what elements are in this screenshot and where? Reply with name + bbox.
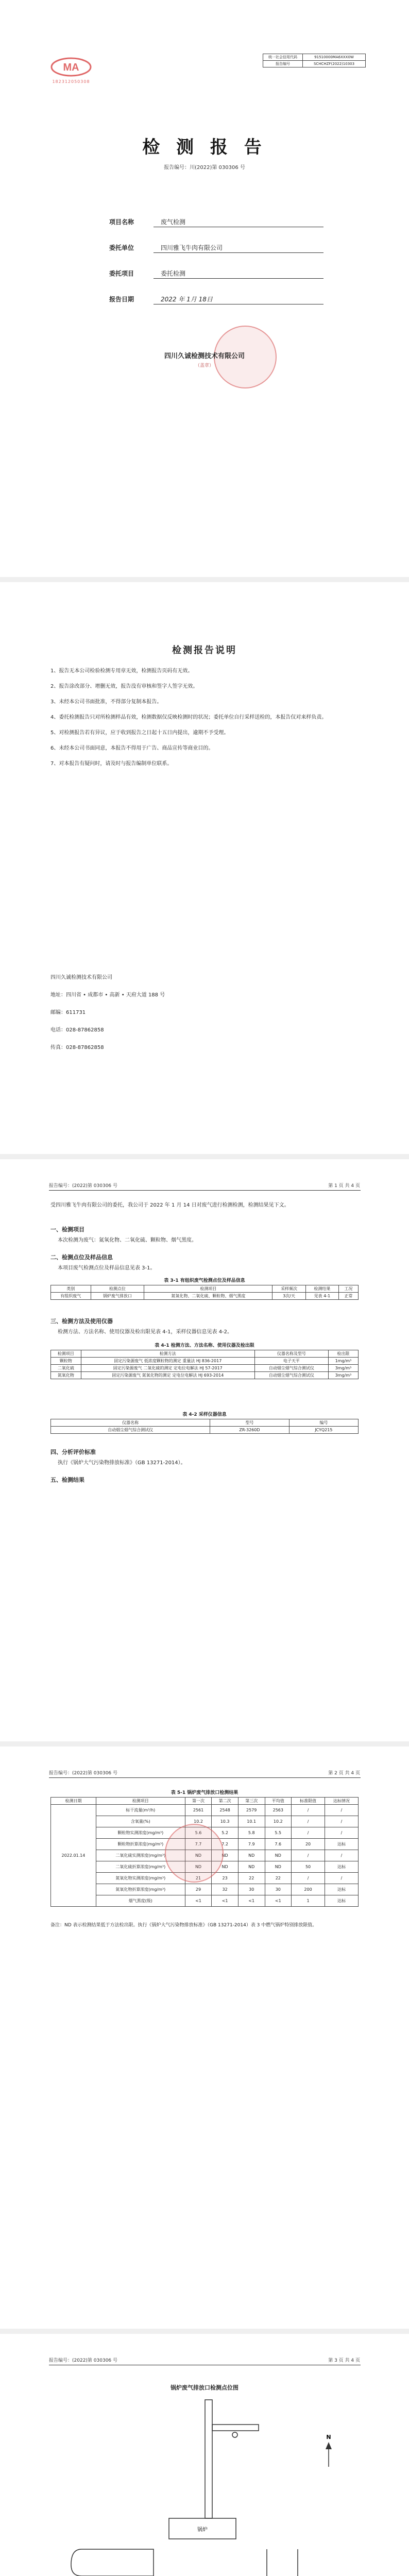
inspection-stamp bbox=[165, 1824, 224, 1883]
table-4-2-caption: 表 4-2 采样仪器信息 bbox=[182, 1412, 227, 1417]
cover-field-project: 项目名称 废气检测 bbox=[109, 216, 331, 228]
note-item: 6、未经本公司书面同意，本报告不得用于广告、商品宣传等商业目的。 bbox=[50, 745, 214, 751]
sitemap-page bbox=[0, 2334, 409, 2576]
table-row: 氮氧化物实测浓度(mg/m³) 21 23 22 22 / / bbox=[51, 1873, 359, 1884]
results-note: 备注：ND 表示检测结果低于方法检出限。执行《锅炉大气污染物排放标准》（GB 13271-2014）表 3 中燃气锅炉特别排放限值。 bbox=[50, 1923, 317, 1928]
sample-date: 2022.01.14 bbox=[51, 1805, 96, 1907]
table-row: 颗粒物折算浓度(mg/m³) 7.7 7.2 7.9 7.6 20 达标 bbox=[51, 1839, 359, 1850]
report-title: 检 测 报 告 bbox=[142, 137, 267, 158]
exhaust-stack bbox=[205, 2400, 212, 2518]
exhaust-duct bbox=[212, 2425, 259, 2431]
note-item: 4、委托检测报告只对所检测样品有效，检测数据仅反映检测时的状况；委托单位自行采样送检的，本报告仅对来样负责。 bbox=[50, 715, 327, 720]
table-row: 颗粒物实测浓度(mg/m³) 5.6 5.2 5.8 5.5 / / bbox=[51, 1827, 359, 1839]
section-1-title: 一、检测项目 bbox=[50, 1226, 84, 1233]
section-1-text: 本次检测为废气：氮氧化物、二氧化硫、颗粒物、烟气黑度。 bbox=[58, 1238, 197, 1243]
note-item: 5、对检测报告若有异议，应于收到报告之日起十五日内提出，逾期不予受理。 bbox=[50, 730, 229, 736]
table-row: 二氧化硫实测浓度(mg/m³) ND ND ND ND / / bbox=[51, 1850, 359, 1861]
section-5-title: 五、检测结果 bbox=[50, 1477, 84, 1483]
cover-field-date: 报告日期 2022 年 1月 18日 bbox=[109, 294, 331, 305]
table-row: 氮氧化物折算浓度(mg/m³) 29 32 30 30 200 达标 bbox=[51, 1884, 359, 1895]
contact-phone: 电话：028-87862858 bbox=[50, 1027, 104, 1033]
intro-text: 受四川雅飞牛肉有限公司的委托，我公司于 2022 年 1 月 14 日对废气进行检测检测，检测结果见下文。 bbox=[50, 1202, 289, 1208]
table-row: 自动烟尘烟气综合测试仪 ZR-3260D JCYQ215 bbox=[51, 1427, 359, 1434]
site-map bbox=[50, 2395, 360, 2576]
sitemap-title: 锅炉废气排放口检测点位图 bbox=[171, 2384, 238, 2391]
section-4-text: 执行《锅炉大气污染物排放标准》（GB 13271-2014）。 bbox=[58, 1460, 186, 1466]
company-seal-label: （盖章） bbox=[195, 363, 214, 368]
contact-fax: 传真：028-87862858 bbox=[50, 1045, 104, 1050]
table-4-1-caption: 表 4-1 检测方法、方法名称、使用仪器及检出限 bbox=[155, 1343, 254, 1348]
contact-address: 地址：四川省 • 成都市 • 高新 • 天府大道 188 号 bbox=[50, 992, 165, 998]
section-4-title: 四、分析评价标准 bbox=[50, 1449, 96, 1455]
cma-logo-icon bbox=[50, 57, 92, 77]
company-name: 四川久诚检测技术有限公司 bbox=[164, 352, 245, 360]
note-item: 2、报告涂改部分、增删无效，报告没有审核和签字人签字无效。 bbox=[50, 684, 198, 689]
table-5-1: 检测日期 检测项目 第一次 第二次 第三次 平均值 标准限值 达标情况 2022.01.14 标干流量(m³/h) 2561 2548 2579 2563 / / 含氧量(%) 10.2 10.3 10.1 10.2 / / 颗粒物实测浓度(mg/m³) 5.6 5.2 5.8 5.5 / / 颗粒物折算浓度(mg/m³) 7.7 7.2 7.9 7.6 20 达标 二氧化硫实测浓度(mg/m³) ND ND ND ND / / 二氧化硫折算浓度(mg/m³) ND ND ND ND 50 达标 氮氧化物实测浓度(mg/m³) 21 23 22 22 / / 氮氧化物折算浓度(mg/m³) 29 32 30 30 200 达标 烟气黑度(级) <1 <1 <1 <1 1 达标 bbox=[50, 1797, 359, 1907]
note-item: 7、对本报告有疑问时，请及时与报告编制单位联系。 bbox=[50, 761, 173, 767]
methods-page bbox=[0, 1159, 409, 1741]
notes-list bbox=[50, 667, 360, 775]
section-3-text: 检测方法、方法名称、使用仪器及检出限见表 4-1，采样仪器信息见表 4-2。 bbox=[58, 1329, 233, 1335]
page-header-left: 报告编号：(2022)第 030306 号 bbox=[49, 2358, 118, 2363]
table-row: 有组织废气 锅炉废气排放口 氮氧化物、二氧化硫、颗粒物、烟气黑度 3次/天 见表 4-1 正常 bbox=[51, 1293, 359, 1300]
table-row: 颗粒物 固定污染源废气 低浓度颗粒物的测定 重量法 HJ 836-2017 电子天平 1mg/m³ bbox=[51, 1358, 359, 1365]
table-row: 含氧量(%) 10.2 10.3 10.1 10.2 / / bbox=[51, 1816, 359, 1827]
cma-logo bbox=[50, 57, 92, 83]
table-5-1-caption: 表 5-1 锅炉废气排放口检测结果 bbox=[171, 1790, 238, 1795]
table-row: 二氧化硫 固定污染源废气 二氧化硫的测定 定电位电解法 HJ 57-2017 自动烟尘烟气综合测试仪 3mg/m³ bbox=[51, 1365, 359, 1372]
contact-postcode: 邮编：611731 bbox=[50, 1010, 86, 1015]
page-header-left: 报告编号：(2022)第 030306 号 bbox=[49, 1771, 118, 1776]
north-arrow-head bbox=[326, 2442, 332, 2449]
results-page bbox=[0, 1747, 409, 2329]
contact-company: 四川久诚检测技术有限公司 bbox=[50, 975, 112, 980]
table-row: 氮氧化物 固定污染源废气 氮氧化物的测定 定电位电解法 HJ 693-2014 自动烟尘烟气综合测试仪 3mg/m³ bbox=[51, 1372, 359, 1379]
cover-page bbox=[0, 0, 409, 577]
north-label: N bbox=[326, 2434, 331, 2441]
table-row: 二氧化硫折算浓度(mg/m³) ND ND ND ND 50 达标 bbox=[51, 1861, 359, 1873]
notes-title: 检测报告说明 bbox=[172, 645, 237, 656]
factory-outline bbox=[71, 2549, 154, 2576]
table-4-2: 仪器名称 型号 编号 自动烟尘烟气综合测试仪 ZR-3260D JCYQ215 bbox=[50, 1419, 359, 1434]
note-item: 3、未经本公司书面批准，不得部分复制本报告。 bbox=[50, 699, 162, 705]
page-header-right: 第 2 页 共 4 页 bbox=[328, 1771, 360, 1776]
page-header-right: 第 1 页 共 4 页 bbox=[328, 1183, 360, 1189]
table-row: 烟气黑度(级) <1 <1 <1 <1 1 达标 bbox=[51, 1895, 359, 1907]
cma-logo-number: 182312050308 bbox=[52, 79, 90, 84]
table-row: 2022.01.14 标干流量(m³/h) 2561 2548 2579 2563 / / bbox=[51, 1805, 359, 1816]
page-header-right: 第 3 页 共 4 页 bbox=[328, 2358, 360, 2363]
registration-box: 统一社会信用代码 91510000MA6XXX0W 报告编号 SCHCHZF(2022)10303 bbox=[263, 54, 366, 67]
svg-text:MA: MA bbox=[63, 62, 79, 73]
sampling-point-marker bbox=[232, 2432, 237, 2437]
contact-block bbox=[50, 974, 308, 1061]
section-3-title: 三、检测方法及使用仪器 bbox=[50, 1318, 113, 1325]
section-2-text: 本项目废气检测点位及样品信息见表 3-1。 bbox=[58, 1265, 156, 1271]
section-2-title: 二、检测点位及样品信息 bbox=[50, 1254, 113, 1261]
table-3-1: 类别 检测点位 检测项目 采样频次 检测结果 工况 有组织废气 锅炉废气排放口 氮氧化物、二氧化硫、颗粒物、烟气黑度 3次/天 见表 4-1 正常 bbox=[50, 1285, 359, 1300]
note-item: 1、报告无本公司检验检测专用章无效，检测报告页码有无效。 bbox=[50, 668, 193, 674]
report-number: 报告编号：川(2022)第 030306 号 bbox=[164, 165, 245, 171]
cover-field-type: 委托项目 委托检测 bbox=[109, 268, 331, 279]
notes-page bbox=[0, 582, 409, 1154]
cover-field-client: 委托单位 四川雅飞牛肉有限公司 bbox=[109, 242, 331, 253]
page-header-left: 报告编号：(2022)第 030306 号 bbox=[49, 1183, 118, 1189]
boiler-room-label: 锅炉 bbox=[197, 2527, 208, 2533]
table-4-1: 检测项目 检测方法 仪器名称及型号 检出限 颗粒物 固定污染源废气 低浓度颗粒物的测定 重量法 HJ 836-2017 电子天平 1mg/m³ 二氧化硫 固定污染源废气 二氧化硫的测定 定电位电解法 HJ 57-2017 自动烟尘烟气综合测试仪 3mg/m³ 氮氧化物 固定污染源废气 氮氧化物的测定 定电位电解法 HJ 693-2014 自动烟尘烟气综合测试仪 3mg/m³ bbox=[50, 1350, 359, 1379]
table-3-1-caption: 表 3-1 有组织废气检测点位及样品信息 bbox=[164, 1278, 245, 1283]
